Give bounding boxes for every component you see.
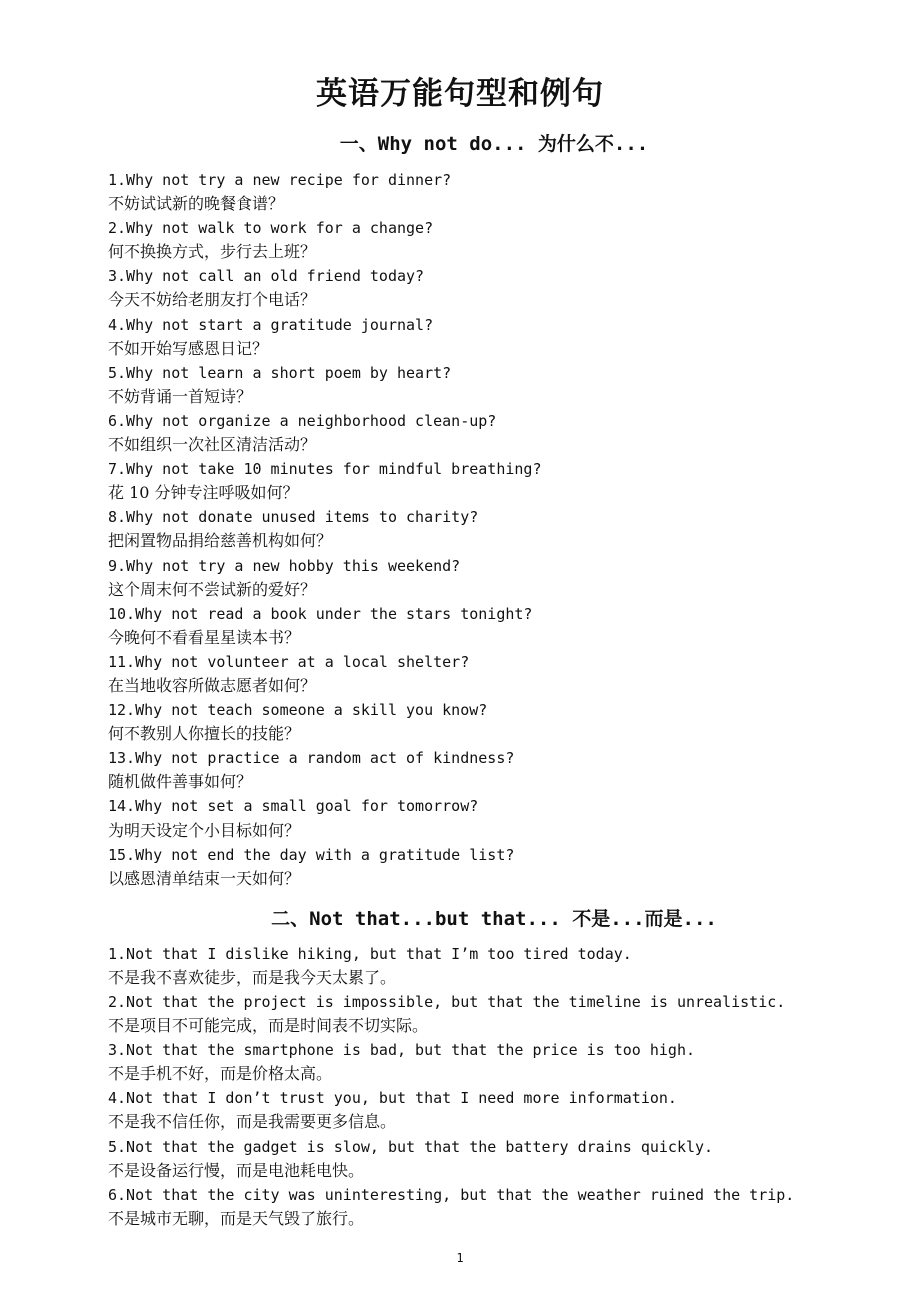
chinese-translation: 在当地收容所做志愿者如何？ xyxy=(108,675,317,695)
list-item xyxy=(108,650,880,698)
sentence-list-not-that-but-that xyxy=(108,942,880,1231)
list-item xyxy=(108,1038,880,1086)
english-sentence: 13.Why not practice a random act of kindness? xyxy=(108,749,515,768)
section-heading-why-not: 一、Why not do... 为什么不... xyxy=(339,133,649,155)
chinese-translation: 不妨试试新的晚餐食谱？ xyxy=(108,194,285,214)
page-number: 1 xyxy=(456,1251,464,1265)
chinese-translation: 随机做件善事如何？ xyxy=(108,772,253,792)
chinese-translation: 不是设备运行慢，而是电池耗电快。 xyxy=(108,1160,365,1180)
chinese-translation: 不如组织一次社区清洁活动？ xyxy=(108,435,317,455)
list-item xyxy=(108,457,880,505)
list-item xyxy=(108,1086,880,1134)
list-item xyxy=(108,216,880,264)
english-sentence: 1.Not that I dislike hiking, but that I’m too tired today. xyxy=(108,944,632,963)
chinese-translation: 把闲置物品捐给慈善机构如何？ xyxy=(108,531,333,551)
list-item xyxy=(108,843,880,891)
english-sentence: 5.Not that the gadget is slow, but that the battery drains quickly. xyxy=(108,1137,714,1156)
english-sentence: 2.Why not walk to work for a change? xyxy=(108,219,434,238)
list-item xyxy=(108,990,880,1038)
document-title: 英语万能句型和例句 xyxy=(316,76,604,112)
chinese-translation: 何不教别人你擅长的技能？ xyxy=(108,724,301,744)
english-sentence: 1.Why not try a new recipe for dinner? xyxy=(108,171,452,189)
chinese-translation: 今天不妨给老朋友打个电话？ xyxy=(108,290,317,310)
list-item xyxy=(108,942,880,990)
english-sentence: 12.Why not teach someone a skill you know? xyxy=(108,701,488,720)
chinese-translation: 今晚何不看看星星读本书？ xyxy=(108,627,301,647)
sentence-list-why-not xyxy=(108,168,880,891)
list-item xyxy=(108,264,880,312)
chinese-translation: 不是城市无聊，而是天气毁了旅行。 xyxy=(108,1208,365,1228)
chinese-translation: 不是手机不好，而是价格太高。 xyxy=(108,1064,333,1084)
english-sentence: 3.Why not call an old friend today? xyxy=(108,267,425,286)
english-sentence: 3.Not that the smartphone is bad, but that the price is too high. xyxy=(108,1041,695,1060)
english-sentence: 15.Why not end the day with a gratitude list? xyxy=(108,845,515,864)
english-sentence: 14.Why not set a small goal for tomorrow? xyxy=(108,797,479,816)
list-item xyxy=(108,698,880,746)
chinese-translation: 不是我不喜欢徒步，而是我今天太累了。 xyxy=(108,967,397,987)
section-not-that-but-that xyxy=(108,905,880,1231)
document-content xyxy=(108,130,880,1231)
list-item xyxy=(108,746,880,794)
english-sentence: 8.Why not donate unused items to charity? xyxy=(108,508,479,527)
english-sentence: 6.Not that the city was uninteresting, but that the weather ruined the trip. xyxy=(108,1185,795,1204)
list-item xyxy=(108,361,880,409)
english-sentence: 9.Why not try a new hobby this weekend? xyxy=(108,556,461,575)
english-sentence: 4.Not that I don’t trust you, but that I need more information. xyxy=(108,1089,677,1108)
english-sentence: 4.Why not start a gratitude journal? xyxy=(108,315,434,334)
english-sentence: 10.Why not read a book under the stars tonight? xyxy=(108,604,533,623)
list-item xyxy=(108,794,880,842)
chinese-translation: 花 10 分钟专注呼吸如何？ xyxy=(108,483,299,503)
list-item xyxy=(108,409,880,457)
list-item xyxy=(108,505,880,553)
list-item xyxy=(108,1135,880,1183)
list-item xyxy=(108,602,880,650)
section-why-not xyxy=(108,130,880,891)
chinese-translation: 不是我不信任你，而是我需要更多信息。 xyxy=(108,1112,397,1132)
chinese-translation: 为明天设定个小目标如何？ xyxy=(108,820,301,840)
english-sentence: 5.Why not learn a short poem by heart? xyxy=(108,363,452,382)
list-item xyxy=(108,168,880,216)
list-item xyxy=(108,554,880,602)
chinese-translation: 不如开始写感恩日记？ xyxy=(108,338,269,358)
english-sentence: 6.Why not organize a neighborhood clean-up? xyxy=(108,411,497,430)
chinese-translation: 何不换换方式，步行去上班？ xyxy=(108,242,317,262)
list-item xyxy=(108,1183,880,1231)
list-item xyxy=(108,313,880,361)
english-sentence: 2.Not that the project is impossible, but that the timeline is unrealistic. xyxy=(108,993,786,1011)
chinese-translation: 不是项目不可能完成，而是时间表不切实际。 xyxy=(108,1016,429,1036)
chinese-translation: 以感恩清单结束一天如何？ xyxy=(108,868,301,888)
english-sentence: 7.Why not take 10 minutes for mindful breathing? xyxy=(108,460,542,479)
section-heading-not-that-but-that: 二、Not that...but that... 不是...而是... xyxy=(271,907,717,930)
chinese-translation: 不妨背诵一首短诗？ xyxy=(108,386,253,406)
english-sentence: 11.Why not volunteer at a local shelter? xyxy=(108,652,470,671)
chinese-translation: 这个周末何不尝试新的爱好？ xyxy=(108,579,317,599)
